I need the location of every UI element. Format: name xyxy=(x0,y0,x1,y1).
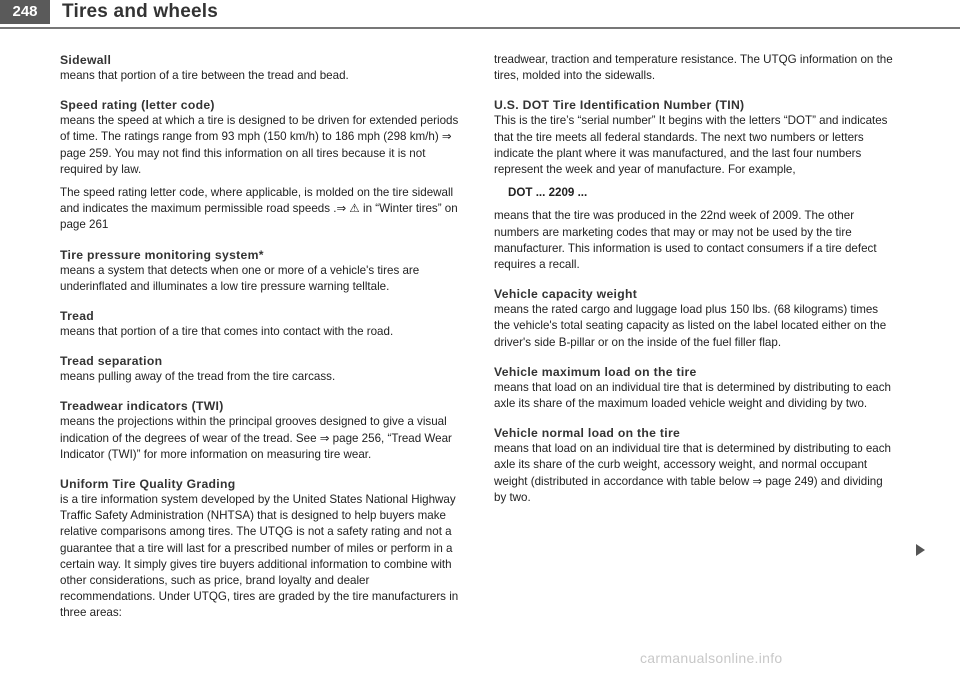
term-heading: Sidewall xyxy=(60,53,112,67)
term-heading: Tire pressure monitoring system* xyxy=(60,247,264,262)
term-text: means that load on an individual tire that is determined by distributing to each axle its share of the curb weight, accessory weight, and normal occupant weight (distributed in accordance with table below ⇒ page 249) and dividing by two. xyxy=(494,442,892,504)
utqg-continuation xyxy=(494,52,894,84)
term-text: means the speed at which a tire is designed to be driven for extended periods of time. The ratings range from 93 mph (150 km/h) to 186 mph (298 km/h) ⇒ page 259. You may not find this information on all tires because it is not required by law. xyxy=(60,114,459,176)
continuation-text: treadwear, traction and temperature resistance. The UTQG information on the tires, molded into the sidewalls. xyxy=(494,53,893,83)
dot-example: DOT ... 2209 ... xyxy=(508,186,588,200)
definition-sidewall xyxy=(60,52,460,84)
definition-normal-load xyxy=(494,425,894,506)
continue-arrow-icon xyxy=(916,544,925,556)
definition-speed-rating xyxy=(60,97,460,233)
term-heading: Vehicle normal load on the tire xyxy=(494,426,681,441)
watermark: carmanualsonline.info xyxy=(640,650,783,666)
term-heading: Vehicle capacity weight xyxy=(494,287,638,302)
term-heading: U.S. DOT Tire Identification Number (TIN) xyxy=(494,98,745,113)
term-text: means that portion of a tire between the tread and bead. xyxy=(60,69,349,82)
page-header xyxy=(0,0,960,26)
definition-capacity-weight xyxy=(494,286,894,351)
term-text: means that load on an individual tire that is determined by distributing to each axle its share of the maximum loaded vehicle weight and dividing by two. xyxy=(494,380,892,411)
page-number: 248 xyxy=(0,0,50,24)
term-heading: Tread separation xyxy=(60,354,163,369)
definition-tpms xyxy=(60,247,460,295)
term-heading: Speed rating (letter code) xyxy=(60,98,215,113)
left-column xyxy=(60,52,460,635)
right-column xyxy=(494,52,894,519)
term-text: This is the tire’s “serial number” It begins with the letters “DOT” and indicates that the tire meets all federal standards. The next two numbers or letters indicate the plant where it was manufactured, and the last four numbers represent the week and year of manufacture. For example, xyxy=(494,114,888,177)
term-heading: Vehicle maximum load on the tire xyxy=(494,364,697,379)
term-text: means pulling away of the tread from the tire carcass. xyxy=(60,370,336,384)
definition-tread xyxy=(60,308,460,340)
term-text: means the projections within the principal grooves designed to give a visual indication of the degrees of wear of the tread. See ⇒ page 256, “Tread Wear Indicator (TWI)” for more information on measuring tire wear. xyxy=(60,415,452,461)
term-text: The speed rating letter code, where applicable, is molded on the tire sidewall and indicates the maximum permissible road speeds .⇒ ⚠ in “Winter tires” on page 261 xyxy=(60,186,458,232)
term-text: means that portion of a tire that comes into contact with the road. xyxy=(60,325,394,339)
definition-utqg xyxy=(60,476,460,622)
term-text: means the rated cargo and luggage load plus 150 lbs. (68 kilograms) times the vehicle's total seating capacity as listed on the label located either on the driver's side B-pillar or on the inside of the fuel filler flap. xyxy=(494,303,887,349)
definition-tread-separation xyxy=(60,353,460,385)
term-text: is a tire information system developed by the United States National Highway Traffic Safety Administration (NHTSA) that is designed to help buyers make relative comparisons among tires. The UTQG is not a safety rating and not a guarantee that a tire will last for a prescribed number of miles or perform in a certain way. It simply gives tire buyers additional information to combine with other considerations, such as price, brand loyalty and dealer recommendations. Under UTQG, tires are graded by the tire manufacturers in three areas: xyxy=(60,493,459,620)
chapter-title: Tires and wheels xyxy=(62,1,218,22)
term-text: means that the tire was produced in the 22nd week of 2009. The other numbers are marketing codes that may or may not be used by the tire manufacturer. This information is used to contact consumers if a tire defect requires a recall. xyxy=(494,209,877,272)
definition-max-load xyxy=(494,364,894,412)
definition-dot-tin xyxy=(494,97,894,273)
header-divider xyxy=(0,27,960,29)
term-heading: Uniform Tire Quality Grading xyxy=(60,477,236,492)
term-text: means a system that detects when one or more of a vehicle's tires are underinflated and illuminates a low tire pressure warning telltale. xyxy=(60,263,420,293)
definition-twi xyxy=(60,398,460,463)
term-heading: Treadwear indicators (TWI) xyxy=(60,399,224,414)
term-heading: Tread xyxy=(60,309,95,324)
